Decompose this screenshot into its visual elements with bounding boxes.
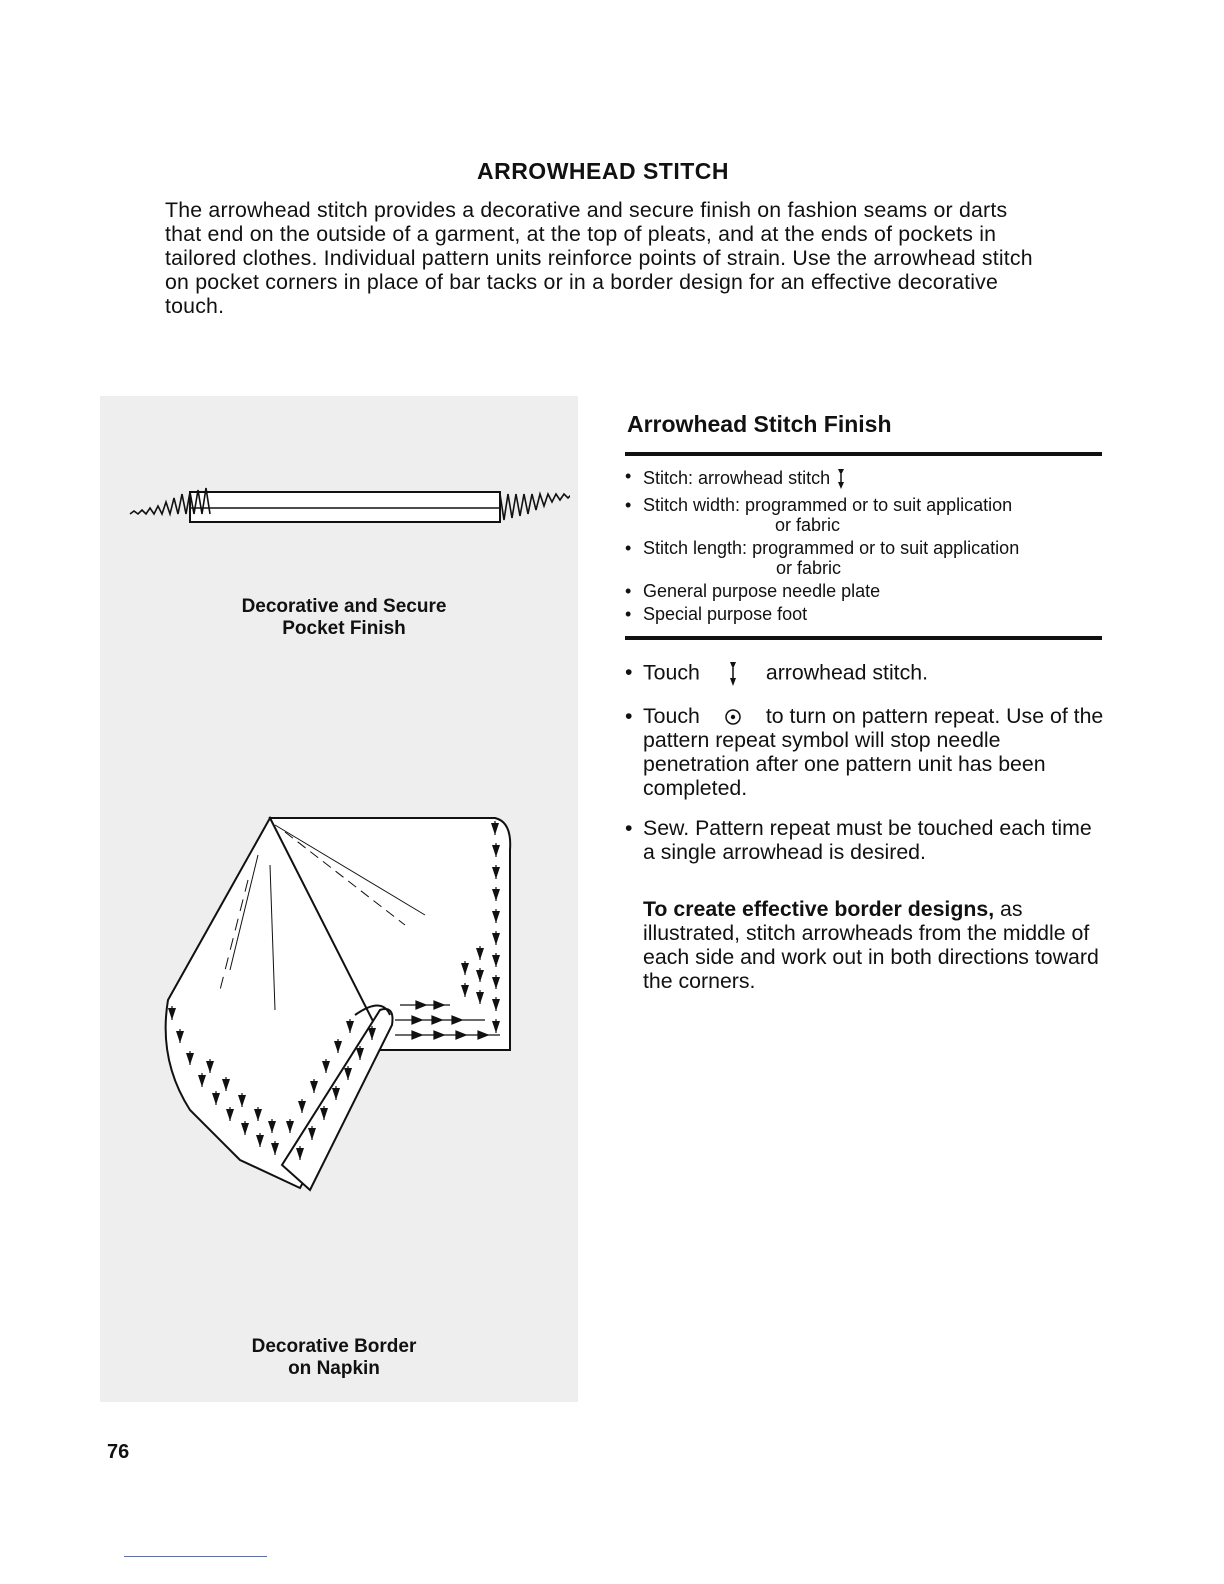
list-item [625,581,1105,601]
list-item [625,660,1105,688]
section-title: Arrowhead Stitch Finish [627,411,892,437]
spec-list [625,466,1105,627]
spec-length-cont: or fabric [776,558,842,578]
step-repeat-text: to turn on pattern repeat. Use of the pattern repeat symbol will stop needle penetration after one pattern unit has been completed. [643,704,1104,800]
pattern-repeat-icon [724,708,742,726]
napkin-caption [95,1336,573,1380]
arrowhead-stitch-icon [727,660,739,688]
step-touch-label: Touch [643,660,700,685]
step-stitch-text: arrowhead stitch. [765,660,929,685]
footer-line [124,1556,267,1557]
napkin-illustration [150,810,520,1200]
divider-top [625,452,1102,456]
arrowhead-stitch-icon [835,466,847,492]
pocket-caption [105,596,583,640]
list-item [625,704,1105,800]
step-list [625,660,1105,880]
list-item [625,816,1105,864]
pocket-caption-line-1: Decorative and Secure [241,596,447,617]
pocket-caption-line-2: Pocket Finish [282,618,406,639]
divider-bottom [625,636,1102,640]
list-item [625,604,1105,624]
border-tip-text: as illustrated, stitch arrowheads from the middle of each side and work out in both directions toward the corners. [643,897,1099,993]
page-title: ARROWHEAD STITCH [476,158,730,184]
spec-width-cont: or fabric [775,515,841,535]
page-number: 76 [107,1441,130,1463]
spec-length: Stitch length: programmed or to suit application [643,538,1020,558]
spec-plate: General purpose needle plate [643,581,881,601]
list-item [625,495,1105,535]
step-touch-label: Touch [643,704,700,728]
list-item [625,466,1105,492]
step-sew-text: Sew. Pattern repeat must be touched each time a single arrowhead is desired. [643,816,1092,864]
intro-paragraph: The arrowhead stitch provides a decorative and secure finish on fashion seams or darts that end on the outside of a garment, at the top of pleats, and at the ends of pockets in tailored clothes. Individual pattern units reinforce points of strain. Use the arrowhead stitch on pocket corners in place of bar tacks or in a border design for an effective decorative touch. [165,198,1033,318]
list-item [625,538,1105,578]
border-tip-heading: To create effective border designs, [643,897,995,921]
spec-foot: Special purpose foot [643,604,808,624]
napkin-caption-line-2: on Napkin [288,1358,380,1379]
pocket-illustration [120,480,570,540]
spec-stitch: Stitch: arrowhead stitch [643,467,831,488]
napkin-caption-line-1: Decorative Border [251,1336,417,1357]
spec-width: Stitch width: programmed or to suit application [643,495,1013,515]
border-design-tip [643,897,1105,993]
